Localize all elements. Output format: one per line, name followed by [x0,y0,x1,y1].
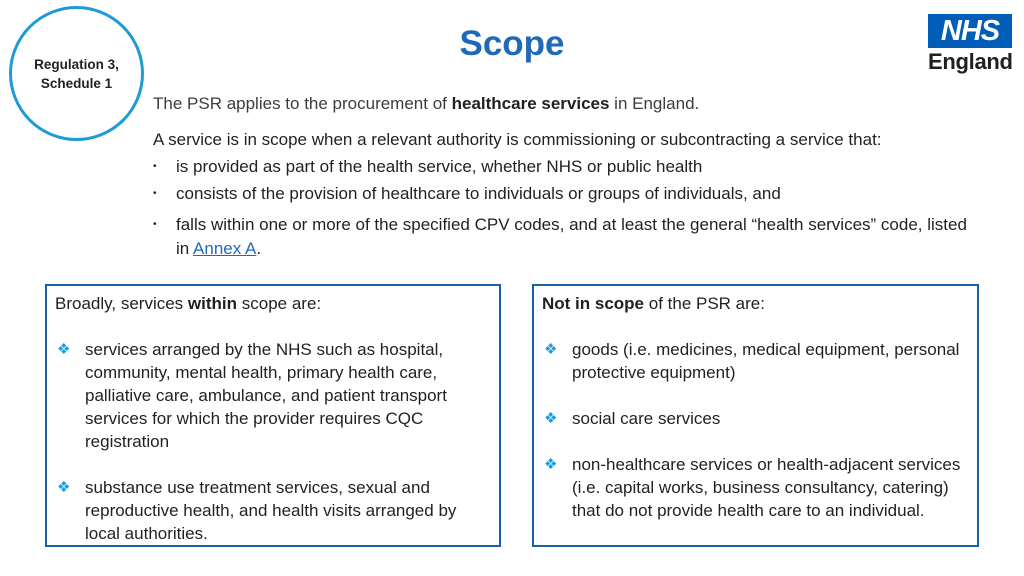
within-scope-box [45,284,501,547]
not-in-scope-heading [542,293,969,315]
not-in-scope-item [542,338,969,384]
diamond-bullet-icon: ❖ [544,341,558,358]
not-in-scope-item [542,453,969,522]
badge-line-2: Schedule 1 [40,75,113,91]
not-in-head-after: of the PSR are: [644,294,765,313]
scope-criterion-text: falls within one or more of the specified CPV codes, and at least the general “health services” code, listed in [176,215,967,258]
not-in-scope-list [542,338,969,522]
nhs-logo-box: NHS [928,14,1012,48]
page-title: Scope [459,24,565,63]
scope-criterion [153,155,983,179]
bullet-icon: • [153,219,157,230]
scope-criterion [153,182,983,206]
bullet-icon: • [153,161,157,172]
within-scope-item [55,476,491,545]
within-head-bold: within [187,294,238,313]
within-scope-list [55,338,491,545]
within-scope-item [55,338,491,453]
within-scope-heading [55,293,491,315]
annex-a-link[interactable]: Annex A [193,239,257,258]
not-in-scope-item-text: non-healthcare services or health-adjacent services (i.e. capital works, business consultancy, catering) that do not provide health care to an individual. [572,455,961,520]
scope-criterion-text: is provided as part of the health service, whether NHS or public health [176,157,703,176]
scope-criterion-end: . [256,239,262,258]
intro-bold: healthcare services [451,94,610,113]
intro-text [153,94,699,114]
within-scope-item-text: substance use treatment services, sexual and reproductive health, and health visits arranged by local authorities. [85,478,457,543]
intro-after: in England. [609,94,700,113]
within-scope-item-text: services arranged by the NHS such as hospital, community, mental health, primary health care, palliative care, ambulance, and patient transport services for which the provider requires CQC registration [85,340,447,451]
diamond-bullet-icon: ❖ [57,479,71,496]
not-in-scope-item [542,407,969,430]
scope-criterion-text: consists of the provision of healthcare to individuals or groups of individuals, and [176,184,781,203]
not-in-scope-box [532,284,979,547]
not-in-head-bold: Not in scope [542,294,645,313]
badge-line-1: Regulation 3, [34,56,119,72]
diamond-bullet-icon: ❖ [544,456,558,473]
not-in-scope-item-text: goods (i.e. medicines, medical equipment, personal protective equipment) [572,340,960,382]
scope-criterion [153,213,983,261]
scope-lead-text: A service is in scope when a relevant authority is commissioning or subcontracting a service that: [153,130,882,149]
nhs-england-logo [928,14,1012,75]
scope-criteria-list [153,155,983,261]
diamond-bullet-icon: ❖ [544,410,558,427]
intro-before: The PSR applies to the procurement of [153,94,452,113]
diamond-bullet-icon: ❖ [57,341,71,358]
not-in-scope-item-text: social care services [572,409,721,428]
bullet-icon: • [153,188,157,199]
within-head-before: Broadly, services [55,294,188,313]
within-head-after: scope are: [237,294,322,313]
nhs-logo-region: England [928,49,1013,74]
